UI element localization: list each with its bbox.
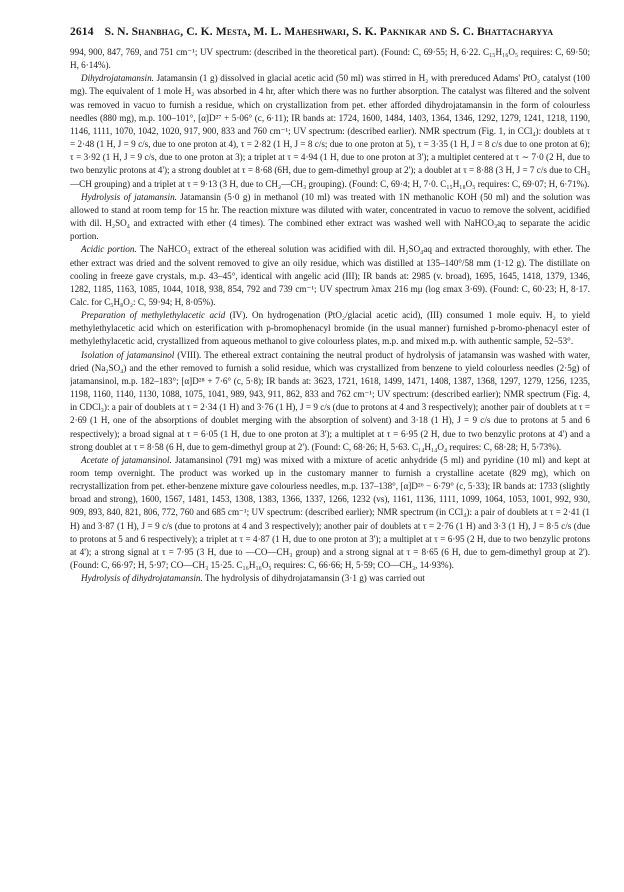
paragraph-hydrolysis-jatamansin: [70, 191, 590, 244]
paragraph-acidic-portion: [70, 243, 590, 309]
paragraph-ir-continuation: [70, 46, 590, 72]
article-body: [70, 46, 590, 878]
paragraph-text: The hydrolysis of dihydrojatamansin (3·1 g) was carried out: [202, 573, 425, 584]
paragraph-hydrolysis-dihydrojatamansin: [70, 572, 590, 585]
paragraph-heading: Preparation of methylethylacetic acid: [81, 310, 226, 321]
paragraph-acetate-jatamansinol: [70, 454, 590, 572]
paragraph-heading: Dihydrojatamansin.: [81, 73, 154, 84]
paragraph-dihydrojatamansin: [70, 72, 590, 190]
paragraph-text: The NaHCO₃ extract of the ethereal solution was acidified with dil. H₂SO₄aq and extracted thoroughly, with ether. The ether extract was dried and the solvent removed to give an oily residue, which was distilled at 135–140°/58 mm (1·12 g). The distillate on cooling in freeze gave crystals, m.p. 43–45°, identical with angelic acid (III); IR bands at: 2985 (v. broad), 1695, 1645, 1418, 1379, 1346, 1282, 1185, 1163, 1085, 1044, 1018, 938, 854, 792 and 739 cm⁻¹; UV spectrum λmax 216 mμ (log εmax 3·69). (Found: C, 60·23; H, 8·17. Calc. for C₅H₈O₂: C, 59·94; H, 8·05%).: [70, 244, 590, 307]
running-header: [70, 25, 590, 43]
paragraph-heading: Hydrolysis of dihydrojatamansin.: [81, 573, 203, 584]
paragraph-text: Jatamansin (1 g) dissolved in glacial acetic acid (50 ml) was stirred in H₂ with prereduced Adams' PtO₂ catalyst (100 mg). The equivalent of 1 mole H₂ was absorbed in 4 hr, after which there was no further absorption. The catalyst was filtered and the solvent was removed in vacuo to furnish a residue, which on crystallization from pet. ether afforded dihydrojatamansin in the form of colourless needles (880 mg), m.p. 100–101°, [α]D²⁷ + 5·06° (c, 6·11); IR bands at: 1724, 1600, 1484, 1403, 1364, 1346, 1292, 1279, 1241, 1218, 1190, 1146, 1111, 1070, 1042, 1020, 917, 900, 833 and 760 cm⁻¹; UV spectrum: (described earlier). NMR spectrum (Fig. 1, in CCl₄): doublets at τ = 2·48 (1 H, J = 9 c/s, due to one proton at 4), τ = 2·82 (1 H, J = 8 c/s; due to one proton at 5), τ = 3·35 (1 H, J = 8 c/s due to one proton at 6); τ = 3·92 (1 H, J = 9 c/s, due to one proton at 3); a triplet at τ = 4·94 (1 H, due to one proton at 3'); a multiplet centered at τ ∼ 7·0 (2 H, due to two benzylic protons at 4'); a strong doublet at τ = 8·68 (6H, due to gem-dimethyl group at 2'); a doublet at τ = 8·88 (3 H, J = 7 c/s due to CH₃—CH grouping) and a triplet at τ = 9·13 (3 H, due to CH₂—CH₃ grouping). (Found: C, 69·4; H, 7·0. C₁₅H₁₈O₅ requires: C, 69·07; H, 6·71%).: [70, 73, 590, 189]
paragraph-heading: Isolation of jatamansinol: [81, 349, 175, 360]
paragraph-text: (IV). On hydrogenation (PtO₂/glacial acetic acid), (III) consumed 1 mole equiv. H₂ to yield methylethylacetic acid which on esterification with p-bromophenacyl bromide (in the usual manner) furnished p-bromo-phenacyl ester of methylethylacetic acid, crystallized from aqueous methanol to give colourless plates, m.p. and mixed m.p. with authentic sample, 52–53°.: [70, 310, 590, 347]
paragraph-text: Jatamansin (5·0 g) in methanol (10 ml) was treated with 1N methanolic KOH (50 ml) and the solution was allowed to stand at room temp for 15 hr. The reaction mixture was diluted with water, concentrated in vacuo to remove the solvent, acidified with dil. H₂SO₄ and extracted with ether (4 times). The combined ether extract was washed well with NaHCO₃aq to separate the acidic portion.: [70, 191, 590, 242]
paragraph-methylethylacetic-acid: [70, 309, 590, 348]
paragraph-heading: Acetate of jatamansinol.: [81, 454, 172, 465]
paragraph-text: (VIII). The ethereal extract containing the neutral product of hydrolysis of jatamansin was washed with water, dried (Na₂SO₄) and the ether removed to furnish a solid residue, which was crystallized from benzene to yield colourless needles (2·5g) of jatamansinol, m.p. 182–183°; [α]D²⁸ + 7·6° (c, 5·8); IR bands at: 3623, 1721, 1618, 1499, 1471, 1408, 1387, 1368, 1297, 1279, 1256, 1235, 1198, 1160, 1140, 1130, 1088, 1075, 1041, 989, 943, 911, 862, 833 and 762 cm⁻¹; UV spectrum: (described earlier); NMR spectrum (Fig. 4, in CDCl₃): a pair of doublets at τ = 2·34 (1 H) and 3·76 (1 H), J = 9 c/s (due to protons at 4 and 3 respectively); another pair of doublets at τ = 2·69 (1 H, one of the absorptions of doublet merging with the absorption of solvent) and 3·18 (1 H), J = 9 c/s due to protons at 5 and 6 respectively); a broad signal at τ = 6·05 (1 H, due to one proton at 3'); a multiplet at τ = 6·95 (2 H, due to two benzylic protons at 4') and a strong doublet at τ = 8·58 (6 H, due to gem-dimethyl group at 2'). (Found: C, 68·26; H, 5·63. C₁₄H₁₄O₄ requires: C, 68·28; H, 5·73%).: [70, 349, 590, 452]
paragraph-heading: Acidic portion.: [81, 244, 137, 255]
paragraph-isolation-jatamansinol: [70, 349, 590, 454]
page-number: 2614: [70, 25, 94, 38]
paragraph-text: Jatamansinol (791 mg) was mixed with a mixture of acetic anhydride (5 ml) and pyridine (10 ml) and kept at room temp overnight. The product was worked up in the customary manner to furnish a crystalline acetate (829 mg), which on recrystallization from pet. ether-benzene mixture gave colourless needles, m.p. 137–138°, [α]D²⁶ − 6·79° (c, 5·33); IR bands at: 1733 (slightly broad and strong), 1600, 1567, 1481, 1453, 1308, 1383, 1366, 1337, 1266, 1232 (vs), 1161, 1136, 1111, 1099, 1064, 1053, 1001, 992, 930, 909, 893, 840, 821, 806, 772, 760 and 685 cm⁻¹; UV spectrum: (described earlier); NMR spectrum (in CCl₄): a pair of doublets at τ = 2·41 (1 H) and 3·87 (1 H), J = 9 c/s (due to protons at 4 and 3 respectively); another pair of doublets at τ = 2·76 (1 H) and 3·3 (1 H), J = 8·5 c/s (due to protons at 5 and 6 respectively); a triplet at τ = 4·87 (1 H, due to one proton at 3'); a multiplet at τ = 6·95 (2 H, due to two benzylic protons at 4'); a strong signal at τ = 7·95 (3 H, due to —CO—CH₃ group) and a strong signal at τ = 8·65 (6 H, due to gem-dimethyl group at 2'). (Found: C, 66·97; H, 5·97; CO—CH₃ 15·25. C₁₆H₁₆O₅ requires: C, 66·66; H, 5·59; CO—CH₃, 14·93%).: [70, 454, 590, 571]
paragraph-text: 994, 900, 847, 769, and 751 cm⁻¹; UV spectrum: (described in the theoretical part). (Found: C, 69·55; H, 6·22. C₁₅H₁₆O₅ requires: C, 69·50; H, 6·14%).: [70, 47, 590, 71]
author-line: S. N. Shanbhag, C. K. Mesta, M. L. Maheshwari, S. K. Paknikar and S. C. Bhattacharyya: [104, 25, 554, 38]
paragraph-heading: Hydrolysis of jatamansin.: [81, 191, 177, 202]
